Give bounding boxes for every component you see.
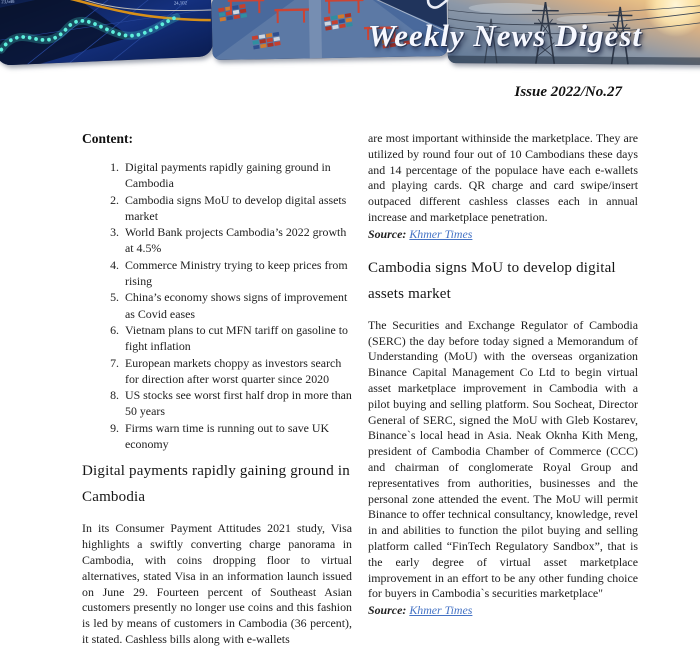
- toc-item-6: 6. Vietnam plans to cut MFN tariff on gasoline to fight inflation: [122, 322, 352, 355]
- article2-source-line: [368, 602, 638, 618]
- banner-title: Weekly News Digest: [368, 18, 642, 53]
- financial-chart-photo: [0, 0, 213, 66]
- toc-item-8: 8. US stocks see worst first half drop in more than 50 years: [122, 387, 352, 420]
- right-column: [368, 131, 638, 648]
- article1-paragraph-left: In its Consumer Payment Attitudes 2021 study, Visa highlights a swiftly converting charge panorama in Cambodia, with coins dropping floor to virtual alternatives, stated Visa in an information launch issued on June 29. Fourteen percent of Southeast Asian customers presently no longer use coins and this fashion is led by means of customers in Cambodia (36 percent), it stated. Cashless bills along with e-wallets: [82, 521, 352, 646]
- article1-source-line: [368, 226, 638, 242]
- article1-source-link[interactable]: Khmer Times: [409, 226, 473, 241]
- header-banner: [0, 0, 700, 74]
- left-column: [82, 131, 352, 648]
- article1-paragraph-right: are most important withinside the marketplace. They are utilized by round four out of 10 Cambodians these days and 14 percentage of the populace have each e-wallets and playing cards. QR charge and card swipe/insert outpaced different cashless classes each in annual increase and marketplace penetration.: [368, 131, 638, 224]
- svg-text:24,102: 24,102: [173, 1, 188, 7]
- toc-item-1: 1. Digital payments rapidly gaining ground in Cambodia: [122, 159, 352, 192]
- issue-number: Issue 2022/No.27: [514, 84, 622, 100]
- content-columns: [0, 131, 700, 648]
- toc-item-7: 7. European markets choppy as investors search for direction after worst quarter since 2020: [122, 355, 352, 388]
- source-label: Source:: [368, 603, 407, 618]
- table-of-contents: [82, 159, 352, 452]
- cut-off-letter-descender: [425, 0, 451, 12]
- toc-item-3: 3. World Bank projects Cambodia’s 2022 growth at 4.5%: [122, 224, 352, 257]
- article2-paragraph: The Securities and Exchange Regulator of Cambodia (SERC) the day before today signed a Memorandum of Understanding (MoU) with the overseas organization Binance Capital Management Co Ltd to begin virtual asset marketplace improvement in Cambodia with a pilot buying and selling platform. Sou Socheat, Director General of SERC, signed the MoU with Gleb Kostarev, Binance`s local head in Asia. Neak Oknha Kith Meng, president of Cambodia Chamber of Commerce (CCC) and chairman of conglomerate Royal Group and representatives from authorities, businesses and the personal zone attended the event. The MoU will permit Binance to offer technical consultancy, knowledge, revel in and abilities to function the pilot buying and selling platform called “FinTech Regulatory Sandbox”, that is the early degree of virtual asset marketplace improvement in an effort to be any other funding choice for buyers in Cambodia`s securities marketplace": [368, 317, 638, 601]
- toc-item-2: 2. Cambodia signs MoU to develop digital assets market: [122, 192, 352, 225]
- article1-heading: Digital payments rapidly gaining ground in Cambodia: [82, 463, 350, 506]
- toc-item-5: 5. China’s economy shows signs of improvement as Covid eases: [122, 289, 352, 322]
- toc-heading: Content:: [82, 131, 133, 146]
- article2-heading: Cambodia signs MoU to develop digital assets market: [368, 259, 616, 302]
- toc-item-4: 4. Commerce Ministry trying to keep prices from rising: [122, 257, 352, 290]
- financial-chart-art: [0, 0, 213, 66]
- article2-source-link[interactable]: Khmer Times: [409, 603, 473, 618]
- svg-text:23,648: 23,648: [1, 0, 15, 6]
- toc-item-9: 9. Firms warn time is running out to save UK economy: [122, 420, 352, 453]
- source-label: Source:: [368, 226, 407, 241]
